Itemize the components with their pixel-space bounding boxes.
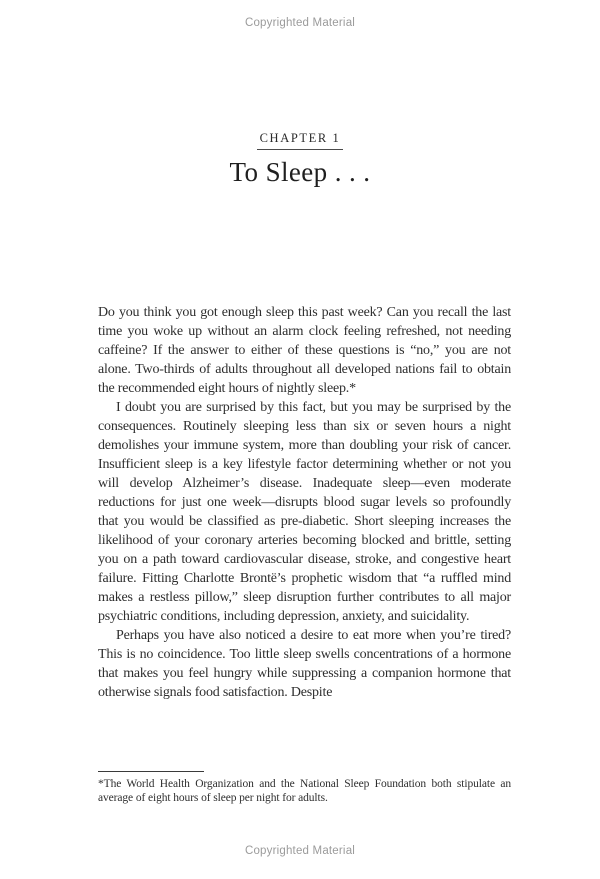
footnote-text: *The World Health Organization and the National Sleep Foundation both stipulate an average of eight hours of sleep per night for adults. <box>98 778 511 804</box>
paragraph-1: Do you think you got enough sleep this past week? Can you recall the last time you woke up without an alarm clock feeling refreshed, not needing caffeine? If the answer to either of these questions is “no,” you are not alone. Two-thirds of adults throughout all developed nations fail to obtain the recommended eight hours of nightly sleep.* <box>98 305 511 396</box>
paragraph-2: I doubt you are surprised by this fact, but you may be surprised by the consequences. Routinely sleeping less than six or seven hours a night demolishes your immune system, more than doubling your risk of cancer. Insufficient sleep is a key lifestyle factor determining whether or not you will develop Alzheimer’s disease. Inadequate sleep—even moderate reductions for just one week—disrupts blood sugar levels so profoundly that you would be classified as pre-diabetic. Short sleeping increases the likelihood of your coronary arteries becoming blocked and brittle, setting you on a path toward cardiovascular disease, stroke, and congestive heart failure. Fitting Charlotte Brontë’s prophetic wisdom that “a ruffled mind makes a restless pillow,” sleep disruption further contributes to all major psychiatric conditions, including depression, anxiety, and suicidality. <box>98 400 511 624</box>
copyright-notice-bottom: Copyrighted Material <box>244 845 356 857</box>
paragraph-3: Perhaps you have also noticed a desire to eat more when you’re tired? This is no coincidence. Too little sleep swells concentrations of a hormone that makes you feel hungry while suppressing a companion hormone that otherwise signals food satisfaction. Despite <box>98 628 511 700</box>
footnote-divider <box>98 771 204 772</box>
chapter-title: To Sleep . . . <box>229 157 371 187</box>
chapter-heading <box>0 129 600 150</box>
copyright-notice-top: Copyrighted Material <box>244 17 356 29</box>
footnote-block <box>98 771 511 805</box>
body-text-block <box>98 303 511 702</box>
chapter-number-label: CHAPTER 1 <box>257 131 344 150</box>
